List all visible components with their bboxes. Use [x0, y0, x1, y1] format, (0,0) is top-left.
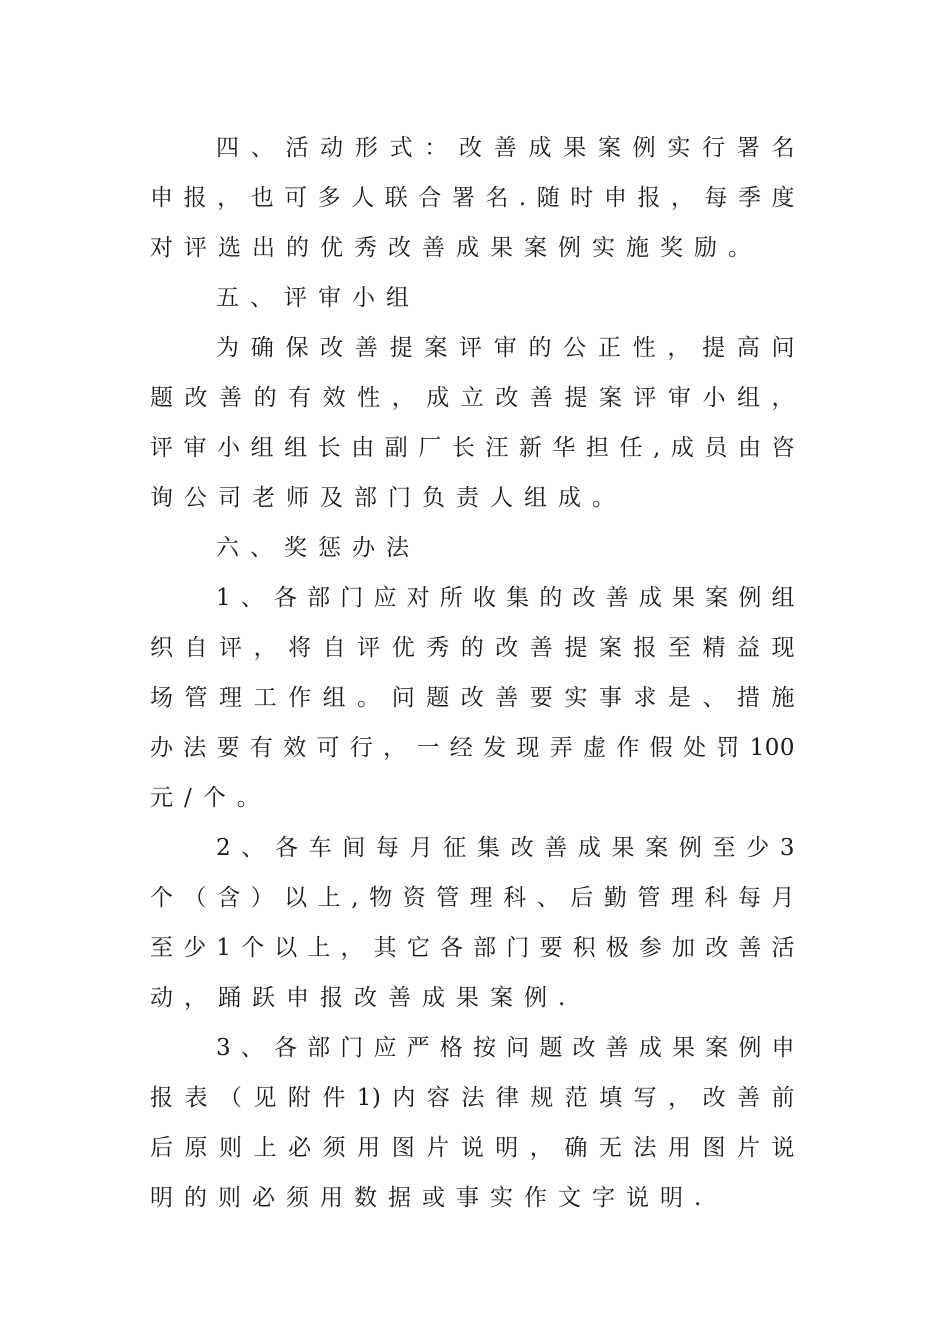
text-line: 为确保改善提案评审的公正性，提高问 — [216, 335, 795, 361]
text-line: 1、各部门应对所收集的改善成果案例组 — [216, 585, 795, 611]
text-line: 场管理工作组。问题改善要实事求是、措施 — [150, 685, 795, 711]
text-line: 四、活动形式：改善成果案例实行署名 — [216, 135, 795, 161]
text-line: 元/个。 — [150, 785, 271, 811]
text-line: 2、各车间每月征集改善成果案例至少3 — [216, 835, 795, 861]
text-line: 明的则必须用数据或事实作文字说明. — [150, 1185, 713, 1211]
text-line: 个（含）以上,物资管理科、后勤管理科每月 — [150, 885, 795, 911]
text-line: 办法要有效可行，一经发现弄虚作假处罚100 — [150, 735, 795, 761]
text-line: 动，踊跃申报改善成果案例. — [150, 985, 577, 1011]
text-line: 至少1个以上，其它各部门要积极参加改善活 — [150, 935, 795, 961]
text-line: 织自评，将自评优秀的改善提案报至精益现 — [150, 635, 795, 661]
text-line: 后原则上必须用图片说明，确无法用图片说 — [150, 1135, 795, 1161]
text-line: 评审小组组长由副厂长汪新华担任,成员由咨 — [150, 435, 795, 461]
text-line: 3、各部门应严格按问题改善成果案例申 — [216, 1035, 795, 1061]
text-line: 报表（见附件1)内容法律规范填写，改善前 — [150, 1085, 795, 1111]
section-heading: 六、奖惩办法 — [216, 535, 420, 561]
text-line: 对评选出的优秀改善成果案例实施奖励。 — [150, 235, 762, 261]
text-line: 询公司老师及部门负责人组成。 — [150, 485, 626, 511]
text-line: 题改善的有效性，成立改善提案评审小组， — [150, 385, 795, 411]
text-line: 申报，也可多人联合署名.随时申报，每季度 — [150, 185, 795, 211]
section-heading: 五、评审小组 — [216, 285, 420, 311]
